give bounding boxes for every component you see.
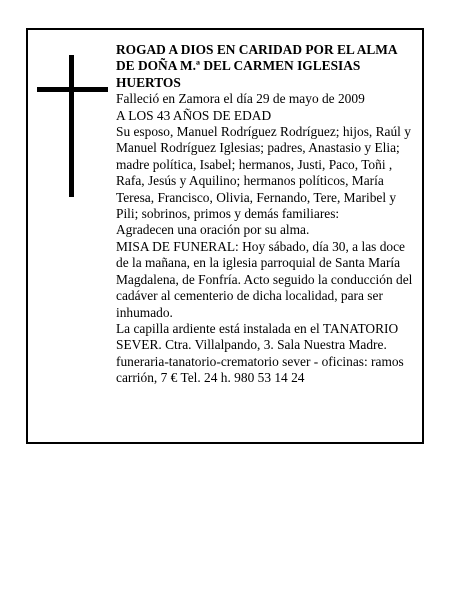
contact-line: funeraria-tanatorio-crematorio sever - oficinas: ramos carrión, 7 € Tel. 24 h. 980 53 14 24 bbox=[116, 353, 404, 386]
funeral-paragraph: MISA DE FUNERAL: Hoy sábado, día 30, a las doce de la mañana, en la iglesia parroquial de Santa María Magdalena, de Fonfría. Acto seguido la conducción del cadáver al cementerio de dicha localidad, para ser inhumado. bbox=[116, 238, 413, 320]
chapel-paragraph: La capilla ardiente está instalada en el TANATORIO SEVER. Ctra. Villalpando, 3. Sala Nuestra Madre. bbox=[116, 320, 399, 353]
obituary-notice bbox=[26, 28, 424, 444]
prayer-line: Agradecen una oración por su alma. bbox=[116, 222, 310, 238]
cross-vertical-bar bbox=[69, 55, 74, 197]
death-line: Falleció en Zamora el día 29 de mayo de 2009 bbox=[116, 91, 365, 107]
cross-horizontal-bar bbox=[37, 87, 108, 92]
family-paragraph: Su esposo, Manuel Rodríguez Rodríguez; hijos, Raúl y Manuel Rodríguez Iglesias; padres, Anastasio y Elia; madre política, Isabel; hermanos, Justi, Paco, Toñi , Rafa, Jesús y Aquilino; hermanos políticos, María Teresa, Francisco, Olivia, Fernando, Tere, Maribel y Pili; sobrinos, primos y demás familiares: bbox=[116, 124, 411, 222]
age-line: A LOS 43 AÑOS DE EDAD bbox=[116, 107, 272, 123]
notice-text bbox=[116, 42, 416, 387]
notice-heading: ROGAD A DIOS EN CARIDAD POR EL ALMA DE DOÑA M.ª DEL CARMEN IGLESIAS HUERTOS bbox=[116, 42, 397, 90]
